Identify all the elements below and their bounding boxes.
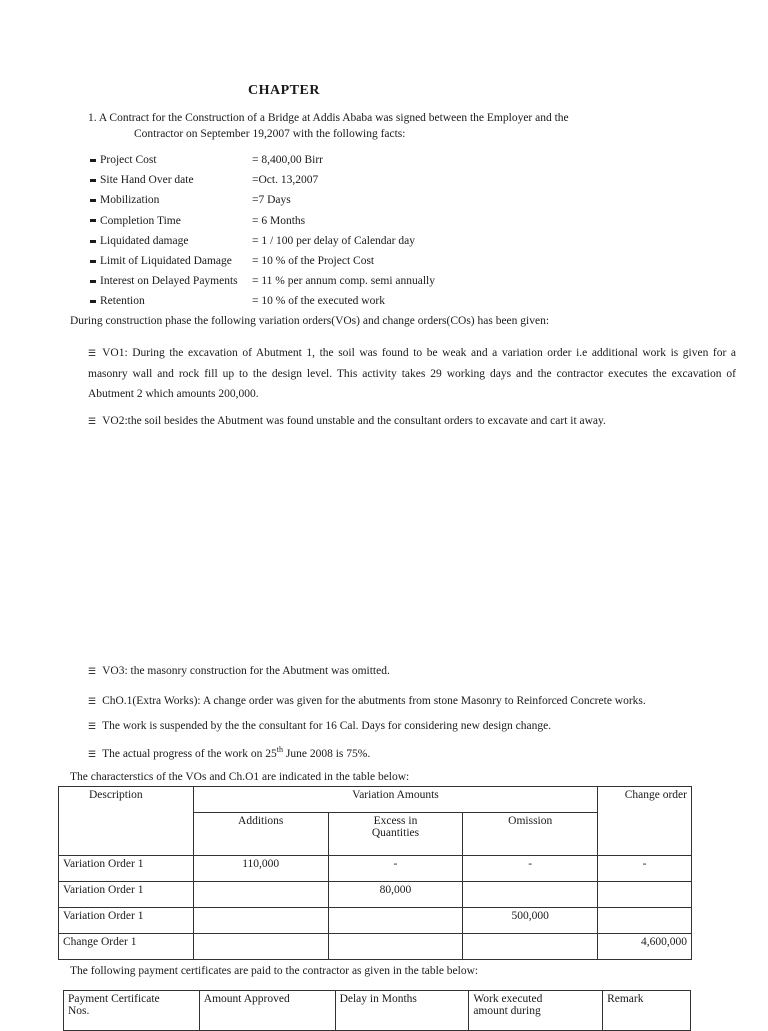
suspend-text: The work is suspended by the the consultant for 16 Cal. Days for considering new design change. [102,720,552,732]
during-construction-text: During construction phase the following variation orders(VOs) and change orders(COs) has been given: [70,315,550,327]
cell-add: 110,000 [193,856,328,882]
bullet-icon: ☰ [88,666,97,676]
fact-label: Liquidated damage [100,234,189,247]
cho1-item [88,695,646,707]
cell-desc: Variation Order 1 [59,856,194,882]
th-excess-line1: Excess in [373,815,418,827]
th-omission: Omission [463,813,598,856]
table2-caption: The following payment certificates are paid to the contractor as given in the table below: [70,965,479,977]
dash-bullet-icon [90,260,96,263]
progress-prefix: The actual progress of the work on 25 [102,747,277,760]
th-cert-line1: Payment Certificate [68,993,160,1005]
table1-caption: The characterstics of the VOs and Ch.O1 are indicated in the table below: [70,771,410,783]
cell-excess: - [328,856,463,882]
th-additions: Additions [193,813,328,856]
vo2-item [88,415,606,427]
dash-bullet-icon [90,240,96,243]
cell-excess [328,934,463,960]
th-work-line1: Work executed [473,993,543,1005]
cell-omit: - [463,856,598,882]
table-row [59,934,692,960]
fact-label: Site Hand Over date [100,174,194,187]
suspend-item [88,720,551,732]
vo3-item [88,665,390,677]
th-change-order: Change order [598,787,692,856]
cho1-text: ChO.1(Extra Works): A change order was given for the abutments from stone Masonry to Reinforced Concrete works. [102,695,646,707]
th-remark: Remark [603,991,691,1031]
cell-change: - [598,856,692,882]
dash-bullet-icon [90,219,96,222]
dash-bullet-icon [90,199,96,202]
progress-suffix: June 2008 is 75%. [283,747,371,760]
cell-add [193,934,328,960]
cell-desc: Change Order 1 [59,934,194,960]
fact-value: = 10 % of the Project Cost [252,255,375,267]
dash-bullet-icon [90,300,96,303]
fact-value: = 10 % of the executed work [252,295,385,308]
cell-change [598,882,692,908]
cell-add [193,882,328,908]
fact-item [90,215,181,227]
fact-value: =Oct. 13,2007 [252,174,319,187]
cell-excess [328,908,463,934]
bullet-icon: ☰ [88,696,97,706]
table-row [59,908,692,934]
cell-change [598,908,692,934]
bullet-icon: ☰ [88,748,97,759]
vo2-text: VO2:the soil besides the Abutment was found unstable and the consultant orders to excavate and cart it away. [102,415,606,427]
question-1-line-1: 1. A Contract for the Construction of a Bridge at Addis Ababa was signed between the Employer and the [88,112,569,124]
th-work-line2: amount during [473,1005,541,1017]
fact-value: = 6 Months [252,214,306,227]
fact-label: Interest on Delayed Payments [100,275,238,288]
fact-label: Project Cost [100,154,157,166]
fact-label: Retention [100,295,145,308]
fact-item [90,295,145,307]
table-row [59,856,692,882]
cell-desc: Variation Order 1 [59,882,194,908]
th-amount-approved: Amount Approved [199,991,335,1031]
fact-item [90,194,159,206]
th-work-executed [469,991,603,1031]
cell-omit [463,934,598,960]
vo1-item [88,343,736,405]
progress-sup: th [276,745,283,754]
fact-value: = 11 % per annum comp. semi annually [252,275,435,288]
vo3-text: VO3: the masonry construction for the Abutment was omitted. [102,665,390,677]
dash-bullet-icon [90,280,96,283]
fact-item [90,174,194,186]
th-description: Description [59,787,194,856]
dash-bullet-icon [90,179,96,182]
cell-omit: 500,000 [463,908,598,934]
fact-label: Completion Time [100,214,181,227]
variations-table [58,786,692,960]
fact-label: Limit of Liquidated Damage [100,255,232,267]
payment-table [63,990,691,1031]
cell-desc: Variation Order 1 [59,908,194,934]
fact-item [90,235,188,247]
fact-item [90,255,232,267]
fact-value: = 8,400,00 Birr [252,154,324,166]
th-excess-line2: Quantities [371,827,420,839]
fact-item [90,154,157,166]
cell-add [193,908,328,934]
fact-value: = 1 / 100 per delay of Calendar day [252,234,415,247]
th-cert-line2: Nos. [68,1005,90,1017]
progress-item [88,745,370,760]
cell-omit [463,882,598,908]
dash-bullet-icon [90,159,96,162]
cell-change: 4,600,000 [598,934,692,960]
th-excess [328,813,463,856]
fact-value: =7 Days [252,194,291,207]
question-1-line-2: Contractor on September 19,2007 with the following facts: [134,128,406,140]
vo1-text: VO1: During the excavation of Abutment 1, the soil was found to be weak and a variation order i.e additional work is given for a masonry wall and rock fill up to the design level. This activity takes 29 working days and the contractor executes the excavation of Abutment 2 which amounts 200,000. [88,347,736,400]
bullet-icon: ☰ [88,721,97,731]
bullet-icon: ☰ [88,416,97,426]
fact-item [90,275,238,287]
th-payment-cert [64,991,200,1031]
th-variation-amounts: Variation Amounts [193,787,597,813]
th-delay-months: Delay in Months [335,991,469,1031]
fact-label: Mobilization [100,194,160,207]
cell-excess: 80,000 [328,882,463,908]
table-row [59,882,692,908]
chapter-title: CHAPTER [248,83,320,98]
bullet-icon: ☰ [88,348,97,358]
